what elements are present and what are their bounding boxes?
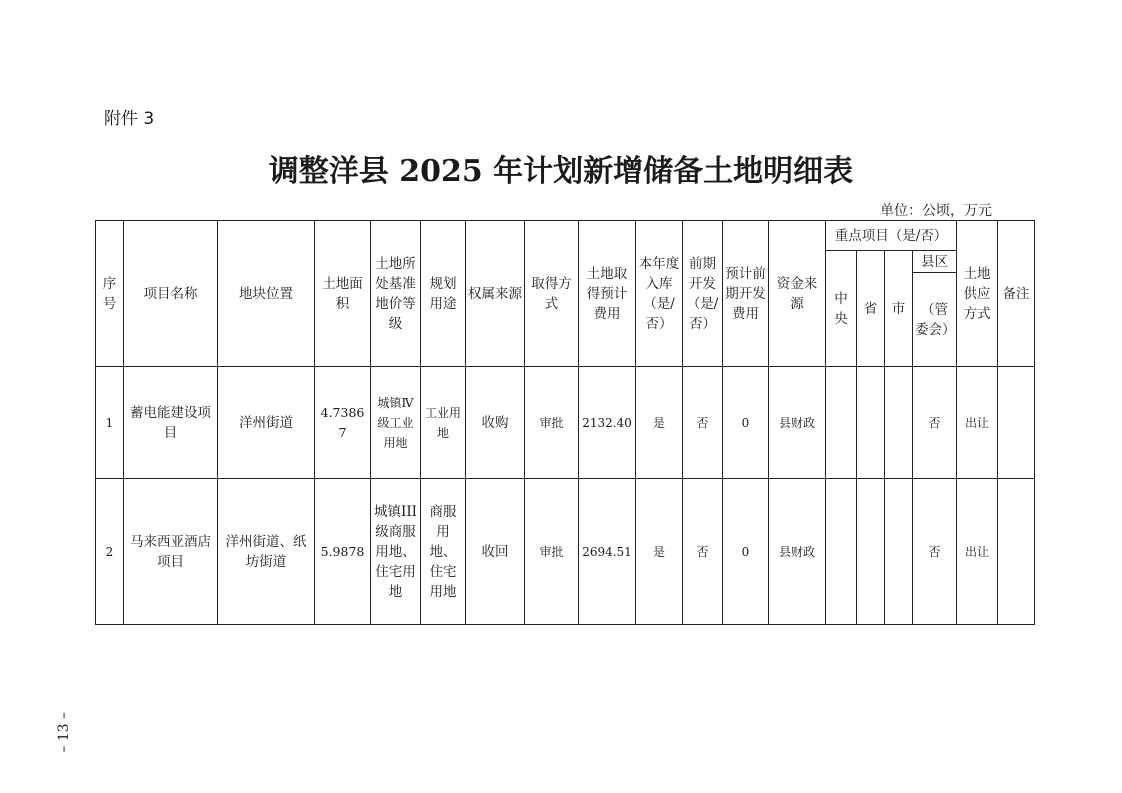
header-province: 省 — [857, 251, 885, 367]
header-key-project: 重点项目（是/否） — [826, 221, 957, 251]
cell-est-cost: 2694.51 — [579, 479, 636, 625]
cell-pre-development: 否 — [683, 367, 723, 479]
header-city: 市 — [885, 251, 913, 367]
header-base-price-grade: 土地所处基准地价等级 — [371, 221, 421, 367]
cell-acquisition-method: 审批 — [525, 479, 579, 625]
cell-central — [826, 367, 857, 479]
cell-city — [885, 367, 913, 479]
header-county: 县区 — [913, 251, 957, 273]
cell-base-price-grade: 城镇III级商服用地、住宅用地 — [371, 479, 421, 625]
header-acquisition-method: 取得方式 — [525, 221, 579, 367]
header-row — [96, 221, 1035, 251]
cell-project-name: 蓄电能建设项目 — [124, 367, 218, 479]
cell-province — [857, 367, 885, 479]
cell-pre-dev-cost: 0 — [723, 479, 769, 625]
cell-supply-method: 出让 — [957, 367, 998, 479]
cell-base-price-grade: 城镇Ⅳ级工业用地 — [371, 367, 421, 479]
cell-seq: 2 — [96, 479, 124, 625]
cell-in-stock: 是 — [636, 479, 683, 625]
cell-county: 否 — [913, 479, 957, 625]
header-area: 土地面积 — [315, 221, 371, 367]
header-in-stock: 本年度入库（是/否） — [636, 221, 683, 367]
cell-acquisition-method: 审批 — [525, 367, 579, 479]
cell-planned-use: 商服用地、住宅用地 — [421, 479, 466, 625]
table-row — [96, 479, 1035, 625]
cell-city — [885, 479, 913, 625]
cell-pre-dev-cost: 0 — [723, 367, 769, 479]
table-row — [96, 367, 1035, 479]
header-fund-source: 资金来源 — [769, 221, 826, 367]
header-project-name: 项目名称 — [124, 221, 218, 367]
cell-ownership-source: 收购 — [466, 367, 525, 479]
cell-location: 洋州街道 — [218, 367, 315, 479]
page-title: 调整洋县 2025 年计划新增储备土地明细表 — [268, 154, 854, 189]
cell-est-cost: 2132.40 — [579, 367, 636, 479]
header-seq: 序号 — [96, 221, 124, 367]
header-county-sub: （管委会） — [913, 273, 957, 367]
unit-label: 单位：公顷，万元 — [880, 203, 992, 219]
cell-province — [857, 479, 885, 625]
header-remarks: 备注 — [998, 221, 1035, 367]
cell-remarks — [998, 479, 1035, 625]
header-planned-use: 规划用途 — [421, 221, 466, 367]
cell-supply-method: 出让 — [957, 479, 998, 625]
cell-remarks — [998, 367, 1035, 479]
header-est-cost: 土地取得预计费用 — [579, 221, 636, 367]
header-central: 中央 — [826, 251, 857, 367]
cell-pre-development: 否 — [683, 479, 723, 625]
land-detail-table — [95, 220, 1035, 625]
cell-central — [826, 479, 857, 625]
cell-fund-source: 县财政 — [769, 367, 826, 479]
header-pre-development: 前期开发（是/否） — [683, 221, 723, 367]
page-number: – 13 – — [56, 712, 72, 753]
header-supply-method: 土地供应方式 — [957, 221, 998, 367]
cell-seq: 1 — [96, 367, 124, 479]
cell-project-name: 马来西亚酒店项目 — [124, 479, 218, 625]
cell-in-stock: 是 — [636, 367, 683, 479]
cell-area: 5.9878 — [315, 479, 371, 625]
header-location: 地块位置 — [218, 221, 315, 367]
attachment-label: 附件 3 — [104, 109, 155, 129]
header-pre-dev-cost: 预计前期开发费用 — [723, 221, 769, 367]
header-ownership-source: 权属来源 — [466, 221, 525, 367]
cell-area: 4.73867 — [315, 367, 371, 479]
cell-location: 洋州街道、纸坊街道 — [218, 479, 315, 625]
cell-fund-source: 县财政 — [769, 479, 826, 625]
cell-county: 否 — [913, 367, 957, 479]
cell-planned-use: 工业用地 — [421, 367, 466, 479]
cell-ownership-source: 收回 — [466, 479, 525, 625]
